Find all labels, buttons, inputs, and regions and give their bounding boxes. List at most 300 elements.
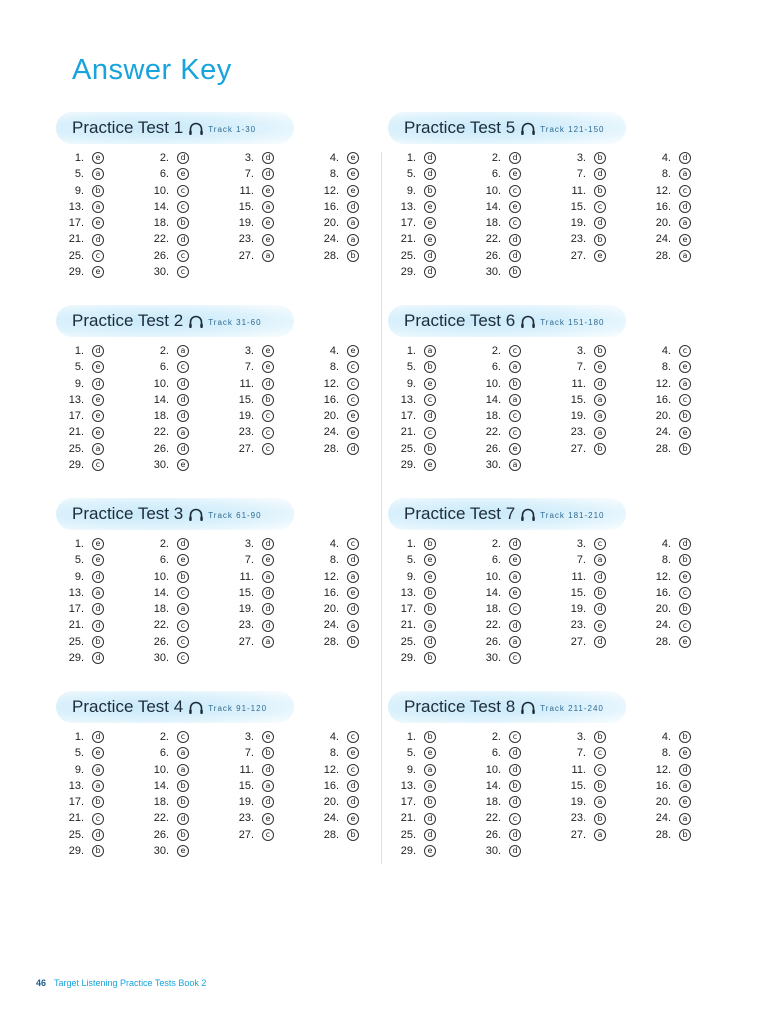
- question-number: 29.: [400, 652, 416, 665]
- answer-choice: e: [679, 796, 691, 808]
- section-header: [56, 691, 294, 723]
- answer-item: [643, 441, 728, 457]
- track-label: Track 211-240: [540, 704, 604, 713]
- question-number: 12.: [655, 763, 671, 776]
- answer-choice: b: [262, 747, 274, 759]
- answer-choice: d: [177, 443, 189, 455]
- track-label: Track 91-120: [208, 704, 268, 713]
- answer-item: [558, 424, 643, 440]
- answer-choice: e: [679, 234, 691, 246]
- answer-choice: e: [262, 185, 274, 197]
- answer-choice: d: [679, 538, 691, 550]
- answer-item: [311, 166, 396, 182]
- answer-item: [473, 650, 558, 666]
- answer-item: [558, 794, 643, 810]
- question-number: 24.: [323, 619, 339, 632]
- answer-choice: d: [594, 217, 606, 229]
- answer-choice: b: [92, 845, 104, 857]
- answer-item: [643, 810, 728, 826]
- answer-grid: [56, 343, 386, 473]
- answer-item: [388, 408, 473, 424]
- answer-item: [56, 827, 141, 843]
- question-number: 11.: [239, 763, 254, 776]
- question-number: 12.: [323, 184, 339, 197]
- question-number: 5.: [74, 168, 84, 181]
- question-number: 6.: [159, 361, 169, 374]
- answer-choice: b: [424, 603, 436, 615]
- question-number: 19.: [238, 603, 254, 616]
- answer-choice: e: [424, 378, 436, 390]
- answer-item: [473, 264, 558, 280]
- answer-choice: a: [679, 813, 691, 825]
- question-number: 11.: [571, 377, 586, 390]
- question-number: 15.: [570, 393, 586, 406]
- answer-grid: [56, 150, 386, 280]
- answer-item: [643, 166, 728, 182]
- headphones-icon: [188, 314, 204, 329]
- question-number: 8.: [329, 747, 339, 760]
- answer-choice: e: [679, 427, 691, 439]
- answer-item: [643, 745, 728, 761]
- question-number: 8.: [661, 554, 671, 567]
- headphones-icon: [520, 121, 536, 136]
- question-number: 3.: [244, 731, 254, 743]
- question-number: 26.: [485, 635, 501, 648]
- question-number: 4.: [661, 538, 671, 550]
- answer-item: [226, 569, 311, 585]
- answer-item: [388, 745, 473, 761]
- answer-choice: b: [509, 378, 521, 390]
- answer-choice: d: [92, 234, 104, 246]
- answer-choice: a: [594, 427, 606, 439]
- question-number: 27.: [570, 249, 586, 262]
- answer-item: [473, 745, 558, 761]
- answer-item: [226, 359, 311, 375]
- answer-item: [473, 536, 558, 552]
- question-number: 7.: [576, 554, 586, 567]
- answer-item: [226, 552, 311, 568]
- answer-choice: b: [424, 361, 436, 373]
- question-number: 24.: [323, 233, 339, 246]
- answer-item: [388, 231, 473, 247]
- answer-choice: b: [424, 587, 436, 599]
- question-number: 15.: [238, 779, 254, 792]
- question-number: 16.: [323, 586, 339, 599]
- answer-item: [311, 199, 396, 215]
- answer-choice: b: [92, 185, 104, 197]
- question-number: 18.: [153, 603, 169, 616]
- question-number: 18.: [153, 217, 169, 230]
- question-number: 16.: [655, 586, 671, 599]
- answer-choice: d: [92, 345, 104, 357]
- answer-item: [311, 585, 396, 601]
- answer-choice: c: [177, 652, 189, 664]
- answer-item: [141, 585, 226, 601]
- answer-item: [226, 729, 311, 745]
- question-number: 14.: [153, 779, 169, 792]
- answer-choice: d: [347, 201, 359, 213]
- question-number: 19.: [570, 796, 586, 809]
- answer-item: [226, 441, 311, 457]
- question-number: 7.: [244, 554, 254, 567]
- question-number: 10.: [485, 184, 501, 197]
- answer-choice: c: [594, 538, 606, 550]
- answer-item: [56, 778, 141, 794]
- answer-item: [311, 150, 396, 166]
- question-number: 22.: [153, 619, 169, 632]
- answer-choice: d: [262, 764, 274, 776]
- question-number: 29.: [400, 845, 416, 858]
- answer-choice: e: [92, 747, 104, 759]
- answer-choice: a: [509, 394, 521, 406]
- answer-item: [558, 778, 643, 794]
- answer-item: [141, 408, 226, 424]
- question-number: 18.: [153, 410, 169, 423]
- answer-choice: c: [177, 587, 189, 599]
- answer-item: [56, 424, 141, 440]
- question-number: 9.: [406, 184, 416, 197]
- answer-choice: d: [594, 168, 606, 180]
- answer-choice: d: [679, 201, 691, 213]
- answer-choice: c: [262, 410, 274, 422]
- answer-item: [56, 343, 141, 359]
- practice-test-section: [56, 691, 386, 859]
- answer-item: [226, 231, 311, 247]
- answer-choice: e: [679, 636, 691, 648]
- practice-test-section: [56, 112, 386, 280]
- answer-choice: e: [594, 250, 606, 262]
- answer-choice: c: [509, 410, 521, 422]
- answer-choice: e: [509, 201, 521, 213]
- answer-item: [56, 810, 141, 826]
- answer-choice: e: [679, 361, 691, 373]
- question-number: 8.: [661, 168, 671, 181]
- question-number: 28.: [655, 442, 671, 455]
- answer-item: [643, 585, 728, 601]
- answer-choice: a: [177, 764, 189, 776]
- answer-grid: [388, 150, 718, 280]
- answer-choice: a: [92, 168, 104, 180]
- question-number: 25.: [68, 249, 84, 262]
- question-number: 6.: [159, 747, 169, 760]
- answer-choice: b: [347, 829, 359, 841]
- question-number: 1.: [74, 538, 84, 550]
- answer-choice: a: [424, 764, 436, 776]
- answer-choice: b: [347, 250, 359, 262]
- answer-choice: d: [424, 636, 436, 648]
- answer-item: [141, 231, 226, 247]
- answer-choice: b: [347, 636, 359, 648]
- answer-choice: b: [92, 796, 104, 808]
- answer-choice: a: [594, 410, 606, 422]
- answer-item: [473, 457, 558, 473]
- answer-choice: e: [92, 217, 104, 229]
- question-number: 22.: [153, 812, 169, 825]
- answer-choice: d: [594, 636, 606, 648]
- answer-item: [56, 264, 141, 280]
- answer-item: [473, 199, 558, 215]
- question-number: 15.: [238, 586, 254, 599]
- answer-choice: c: [509, 185, 521, 197]
- answer-item: [141, 424, 226, 440]
- answer-item: [473, 392, 558, 408]
- question-number: 21.: [68, 426, 84, 439]
- question-number: 24.: [655, 233, 671, 246]
- answer-item: [388, 166, 473, 182]
- answer-choice: d: [92, 620, 104, 632]
- answer-choice: c: [594, 747, 606, 759]
- question-number: 14.: [153, 586, 169, 599]
- answer-item: [226, 376, 311, 392]
- answer-choice: e: [679, 571, 691, 583]
- practice-test-section: [388, 305, 718, 473]
- answer-choice: a: [509, 636, 521, 648]
- answer-item: [311, 601, 396, 617]
- answer-choice: d: [92, 378, 104, 390]
- question-number: 15.: [238, 200, 254, 213]
- answer-choice: c: [679, 394, 691, 406]
- question-number: 11.: [571, 570, 586, 583]
- answer-choice: c: [262, 427, 274, 439]
- answer-choice: e: [424, 554, 436, 566]
- answer-choice: a: [679, 780, 691, 792]
- answer-choice: e: [262, 361, 274, 373]
- answer-choice: b: [92, 636, 104, 648]
- answer-choice: e: [347, 185, 359, 197]
- answer-choice: c: [509, 652, 521, 664]
- question-number: 10.: [153, 570, 169, 583]
- question-number: 18.: [153, 796, 169, 809]
- question-number: 6.: [491, 554, 501, 567]
- question-number: 9.: [406, 763, 416, 776]
- answer-choice: d: [177, 152, 189, 164]
- answer-item: [558, 199, 643, 215]
- headphones-icon: [520, 314, 536, 329]
- question-number: 30.: [485, 652, 501, 665]
- answer-choice: e: [92, 394, 104, 406]
- answer-item: [226, 424, 311, 440]
- question-number: 6.: [491, 168, 501, 181]
- answer-item: [643, 794, 728, 810]
- question-number: 21.: [68, 812, 84, 825]
- answer-choice: c: [509, 427, 521, 439]
- answer-choice: b: [424, 443, 436, 455]
- answer-choice: c: [177, 266, 189, 278]
- answer-item: [311, 376, 396, 392]
- answer-item: [226, 778, 311, 794]
- question-number: 17.: [68, 796, 84, 809]
- answer-choice: c: [177, 636, 189, 648]
- question-number: 6.: [159, 168, 169, 181]
- question-number: 7.: [576, 747, 586, 760]
- answer-item: [643, 248, 728, 264]
- answer-choice: c: [347, 731, 359, 743]
- answer-item: [473, 376, 558, 392]
- answer-choice: e: [92, 361, 104, 373]
- answer-choice: b: [594, 813, 606, 825]
- question-number: 10.: [153, 184, 169, 197]
- question-number: 6.: [491, 747, 501, 760]
- headphones-icon: [520, 700, 536, 715]
- question-number: 4.: [661, 731, 671, 743]
- answer-item: [141, 762, 226, 778]
- answer-item: [311, 778, 396, 794]
- answer-choice: e: [594, 361, 606, 373]
- answer-choice: e: [424, 201, 436, 213]
- question-number: 23.: [570, 426, 586, 439]
- question-number: 6.: [159, 554, 169, 567]
- answer-item: [473, 634, 558, 650]
- answer-item: [226, 634, 311, 650]
- answer-item: [558, 585, 643, 601]
- answer-item: [226, 536, 311, 552]
- answer-choice: b: [424, 652, 436, 664]
- answer-choice: c: [347, 538, 359, 550]
- question-number: 23.: [570, 233, 586, 246]
- answer-item: [56, 569, 141, 585]
- answer-item: [141, 778, 226, 794]
- answer-choice: d: [262, 620, 274, 632]
- answer-item: [56, 536, 141, 552]
- answer-choice: d: [509, 234, 521, 246]
- answer-choice: d: [177, 234, 189, 246]
- question-number: 22.: [153, 233, 169, 246]
- answer-choice: c: [509, 731, 521, 743]
- answer-item: [473, 552, 558, 568]
- answer-item: [388, 650, 473, 666]
- question-number: 26.: [153, 828, 169, 841]
- question-number: 22.: [153, 426, 169, 439]
- question-number: 11.: [239, 377, 254, 390]
- answer-choice: b: [509, 780, 521, 792]
- question-number: 10.: [485, 763, 501, 776]
- section-header: [388, 498, 626, 530]
- answer-item: [311, 569, 396, 585]
- question-number: 30.: [485, 459, 501, 472]
- answer-item: [141, 359, 226, 375]
- question-number: 9.: [74, 377, 84, 390]
- question-number: 7.: [244, 747, 254, 760]
- question-number: 18.: [485, 410, 501, 423]
- answer-item: [473, 810, 558, 826]
- answer-item: [141, 264, 226, 280]
- question-number: 3.: [576, 538, 586, 550]
- answer-item: [473, 601, 558, 617]
- answer-choice: d: [509, 747, 521, 759]
- answer-item: [226, 183, 311, 199]
- answer-choice: e: [92, 427, 104, 439]
- answer-item: [141, 617, 226, 633]
- answer-item: [643, 617, 728, 633]
- answer-item: [388, 215, 473, 231]
- answer-item: [311, 617, 396, 633]
- answer-item: [226, 601, 311, 617]
- answer-choice: d: [92, 652, 104, 664]
- question-number: 14.: [485, 586, 501, 599]
- question-number: 3.: [576, 731, 586, 743]
- answer-grid: [388, 536, 718, 666]
- answer-choice: d: [177, 394, 189, 406]
- answer-choice: a: [92, 780, 104, 792]
- answer-item: [56, 199, 141, 215]
- section-header: [56, 112, 294, 144]
- answer-item: [388, 601, 473, 617]
- answer-choice: a: [262, 636, 274, 648]
- question-number: 1.: [406, 345, 416, 357]
- answer-grid: [56, 536, 386, 666]
- question-number: 17.: [400, 410, 416, 423]
- section-header: [56, 305, 294, 337]
- answer-item: [388, 810, 473, 826]
- answer-choice: d: [509, 796, 521, 808]
- answer-choice: d: [424, 829, 436, 841]
- answer-choice: a: [262, 250, 274, 262]
- answer-item: [388, 827, 473, 843]
- question-number: 11.: [571, 763, 586, 776]
- answer-choice: a: [347, 217, 359, 229]
- question-number: 23.: [570, 619, 586, 632]
- answer-item: [56, 248, 141, 264]
- answer-item: [558, 617, 643, 633]
- answer-item: [311, 408, 396, 424]
- answer-item: [643, 536, 728, 552]
- section-header: [388, 691, 626, 723]
- answer-choice: d: [509, 764, 521, 776]
- question-number: 19.: [570, 217, 586, 230]
- question-number: 12.: [655, 570, 671, 583]
- answer-choice: d: [177, 378, 189, 390]
- question-number: 17.: [400, 603, 416, 616]
- question-number: 20.: [323, 603, 339, 616]
- answer-choice: e: [424, 747, 436, 759]
- answer-choice: a: [347, 571, 359, 583]
- answer-item: [643, 215, 728, 231]
- answer-item: [558, 827, 643, 843]
- question-number: 15.: [570, 779, 586, 792]
- answer-choice: d: [262, 152, 274, 164]
- question-number: 27.: [238, 442, 254, 455]
- section-header: [388, 305, 626, 337]
- answer-choice: d: [177, 813, 189, 825]
- answer-choice: c: [177, 250, 189, 262]
- question-number: 6.: [491, 361, 501, 374]
- section-title: Practice Test 7: [404, 504, 516, 523]
- question-number: 16.: [655, 393, 671, 406]
- answer-item: [226, 215, 311, 231]
- answer-item: [311, 794, 396, 810]
- answer-choice: e: [347, 427, 359, 439]
- answer-item: [226, 827, 311, 843]
- answer-choice: d: [424, 410, 436, 422]
- answer-item: [473, 343, 558, 359]
- question-number: 23.: [238, 426, 254, 439]
- answer-choice: e: [424, 459, 436, 471]
- question-number: 1.: [406, 731, 416, 743]
- answer-choice: e: [347, 813, 359, 825]
- question-number: 30.: [153, 459, 169, 472]
- question-number: 16.: [655, 779, 671, 792]
- answer-item: [311, 441, 396, 457]
- answer-choice: a: [594, 796, 606, 808]
- question-number: 25.: [400, 442, 416, 455]
- answer-item: [311, 762, 396, 778]
- question-number: 7.: [576, 361, 586, 374]
- question-number: 17.: [68, 410, 84, 423]
- answer-item: [56, 183, 141, 199]
- answer-choice: e: [509, 443, 521, 455]
- answer-choice: b: [679, 410, 691, 422]
- answer-choice: b: [424, 185, 436, 197]
